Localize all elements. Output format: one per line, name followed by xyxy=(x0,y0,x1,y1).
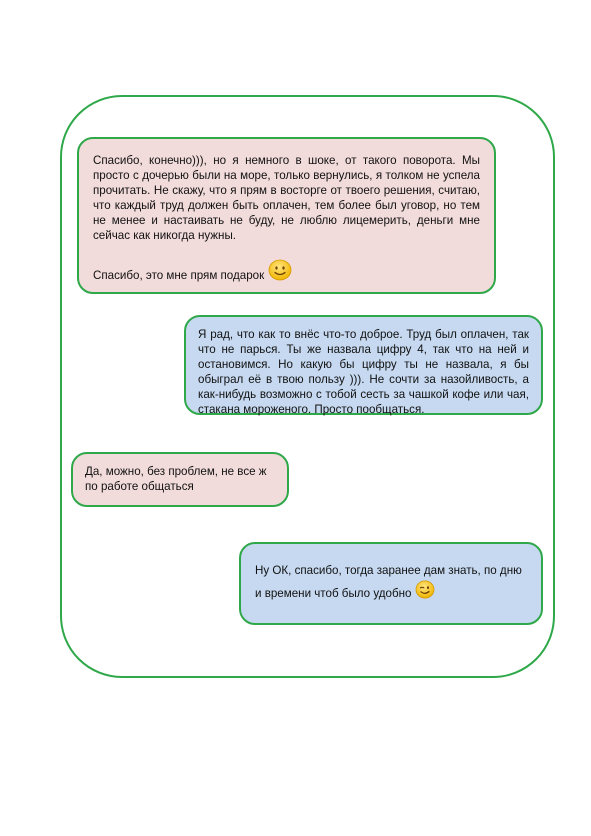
message-bubble-incoming xyxy=(71,452,289,507)
message-bubble-outgoing xyxy=(184,315,543,415)
message-text: Я рад, что как то внёс что-то доброе. Труд был оплачен, так что не парься. Ты же назвала цифру 4, так что на ней и остановимся. Но какую бы цифру ты не назвала, я бы обыграл её в твою пользу ))). Не сочти за назойливость, а как-нибудь возможно с тобой сесть за чашкой кофе или чая, стакана мороженого. Просто пообщаться. xyxy=(198,328,529,416)
smiling-face-icon xyxy=(268,259,292,281)
message-bubble-incoming xyxy=(77,137,496,294)
message-text: Спасибо, конечно))), но я немного в шоке, от такого поворота. Мы просто с дочерью были на море, только вернулись, я толком не успела прочитать. Не скажу, что я прям в восторге от твоего решения, считаю, что каждый труд должен быть оплачен, тем более был уговор, но тем не менее и настаивать не буду, не люблю лицемерить, деньги мне сейчас как никогда нужны. xyxy=(93,154,480,242)
message-text: Спасибо, это мне прям подарок xyxy=(93,259,480,283)
message-bubble-outgoing xyxy=(239,542,543,625)
winking-face-icon xyxy=(415,580,435,599)
message-text: Ну ОК, спасибо, тогда заранее дам знать, по дню и времени чтоб было удобно xyxy=(255,564,522,600)
message-text: Да, можно, без проблем, не все ж по работе общаться xyxy=(85,465,267,493)
